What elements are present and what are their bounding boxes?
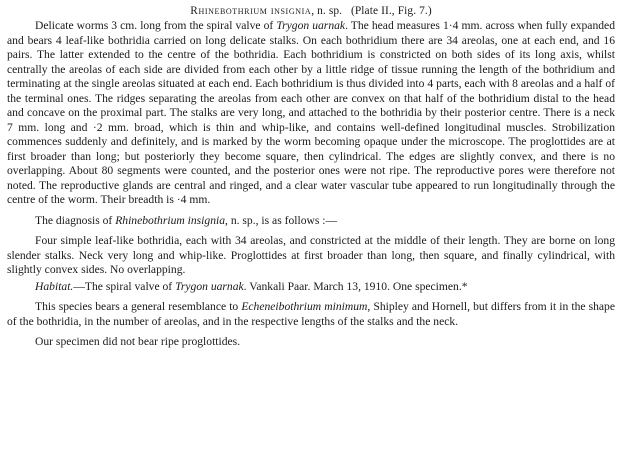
description-text-body: . The head measures 1·4 mm. across when fully expanded and bears 4 leaf-like bothridia carried on long delicate stalks. On each bothridium there are 34 areolas, one at each end, and 16 pairs. The latter extended to the centre of the bothridia. Each bothridium is constricted on both sides of its long axis, whilst centrally the areolas of each side are divided from each other by a little ridge of tissue running the length of the bothridium and terminating at the single areolas situated at each end. Each bothridium is thus divided into 4 parts, each with 8 areolas and a half of the terminal ones. The ridges separating the areolas from each other are convex on that half of the bothridium distal to the head and concave on the proximal part. The stalks are very long, and attached to the bothridia by their posterior centre. There is a neck 7 mm. long and ·2 mm. broad, which is thin and whip-like, and contains well-defined longitudinal muscles. Strobilization commences suddenly and definitely, and is marked by the worm becoming opaque under the microscope. The proglottides are at first broader than long; but posteriorly they become square, then cylindrical. The edges are slightly convex, and there is no overlapping. About 80 segments were counted, and the posterior ones were not ripe. The reproductive pores were therefore not noted. The reproductive glands are central and ringed, and a clear water vascular tube appeared to run longitudinally through the centre of the worm. Their breadth is ·4 mm. (7, 19, 615, 206)
document-page (0, 4, 621, 456)
host-name: Trygon uarnak (276, 19, 346, 32)
comparison-paragraph (7, 300, 615, 329)
diagnosis-intro-paragraph (7, 214, 615, 229)
diagnosis-intro-end: , n. sp., is as follows :— (225, 213, 338, 227)
species-name: Rhinebothrium insignia (190, 5, 312, 17)
species-heading (7, 4, 615, 19)
diagnosis-paragraph: Four simple leaf-like bothridia, each with 34 areolas, and constricted at the middle of their length. They are borne on long slender stalks. Neck very long and whip-like. Proglottides at first broader than long, then square, and finally cylindrical, with slightly convex sides. No overlapping. (7, 234, 615, 276)
diagnosis-species-name: Rhinebothrium insignia (115, 213, 226, 227)
habitat-text-end: . Vankali Paar. March 13, 1910. One specimen.* (243, 279, 468, 293)
closing-paragraph: Our specimen did not bear ripe proglottides. (35, 335, 241, 348)
description-paragraph (7, 19, 615, 208)
habitat-label: Habitat. (35, 279, 74, 293)
new-species-designation: , n. sp. (311, 5, 343, 17)
diagnosis-intro-start: The diagnosis of (35, 213, 116, 227)
plate-reference: (Plate II., Fig. 7.) (350, 5, 432, 17)
habitat-text-start: —The spiral valve of (73, 279, 176, 293)
comparison-text-start: This species bears a general resemblance to (35, 300, 242, 313)
habitat-paragraph (7, 280, 615, 295)
compared-species-name: Echeneibothrium minimum (241, 300, 368, 313)
description-text-start: Delicate worms 3 cm. long from the spiral valve of (35, 19, 277, 32)
comparison-text-end: , Shipley and Hornell, but differs from it in the shape of the bothridia, in the number of areolas, and in the respective lengths of the stalks and the neck. (7, 300, 615, 328)
habitat-host-name: Trygon uarnak (175, 279, 244, 293)
